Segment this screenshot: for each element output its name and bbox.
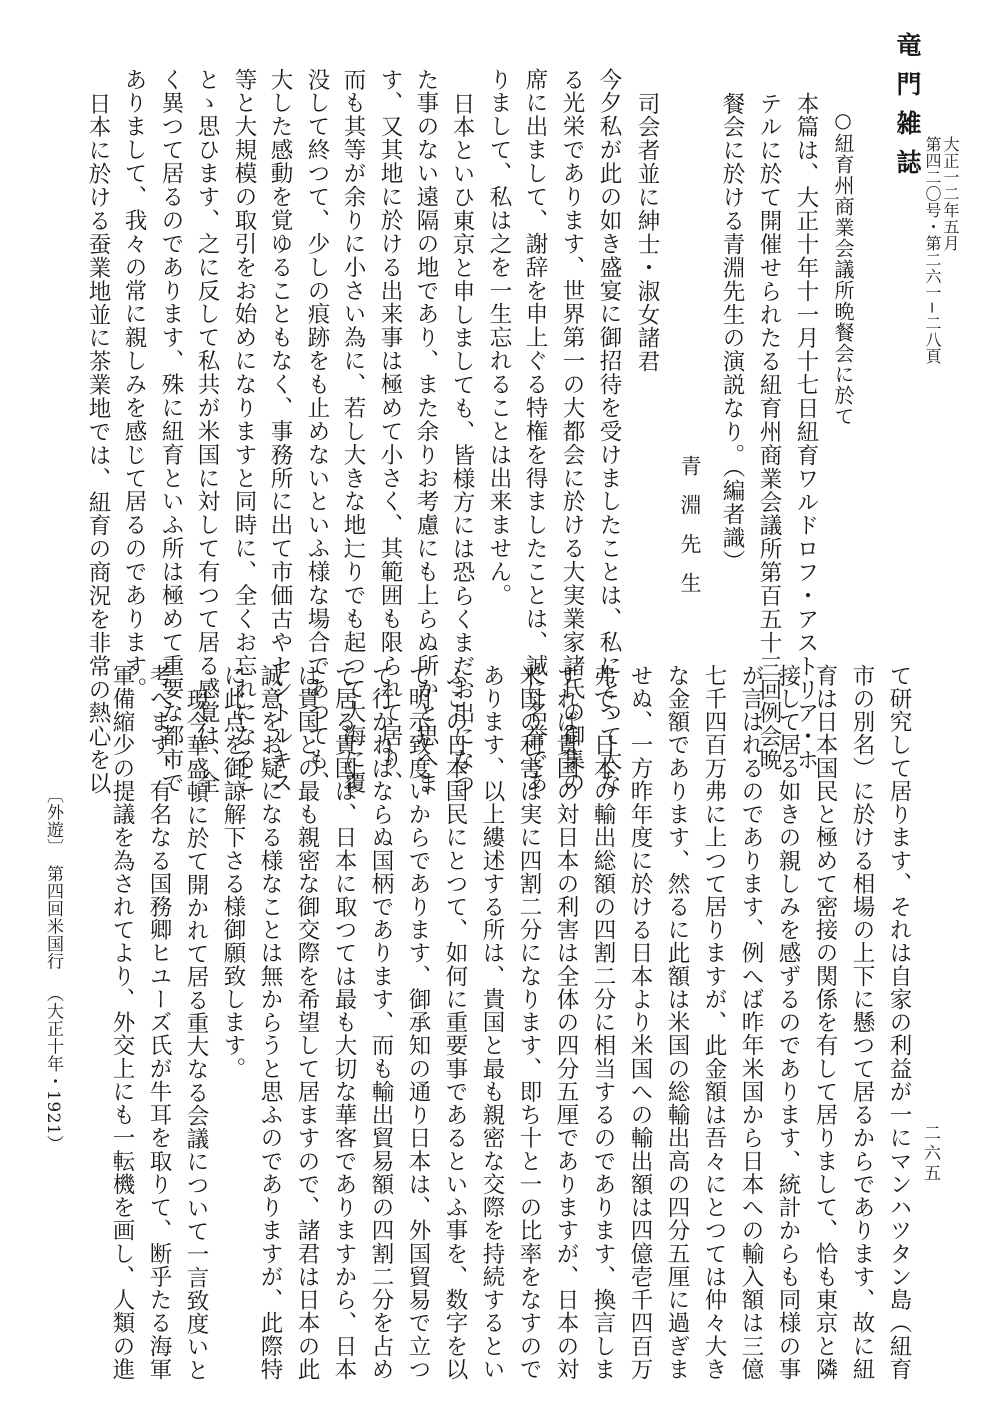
- body-line: た事のない遠隔の地であり、また余りお考慮にも上らぬ所かと思へま: [413, 68, 439, 795]
- body-line: て研究して居ります、それは自家の利益が一にマンハツタン島（紐育: [886, 664, 912, 1381]
- body-line: 弗で、日本の輸出総額の四割二分に相当するのであります、換言しま: [590, 664, 616, 1381]
- body-line: 七千四百万弗に上つて居りますが、此金額は吾々にとつては仲々大き: [701, 664, 727, 1381]
- body-line: せぬ、一方昨年度に於ける日本より米国への輸出額は四億壱千四百万: [627, 664, 653, 1381]
- body-line: 等と大規模の取引をお始めになりますと同時に、全くお忘れになるこ: [231, 68, 257, 795]
- body-line: ありまして、我々の常に親しみを感じて居るのであります。: [121, 68, 147, 701]
- body-line: 而も其等が余りに小さい為に、若し大きな地辷りでも起つて大海に覆: [340, 68, 366, 795]
- author-name: 青淵先生: [678, 455, 702, 611]
- body-line: すれば貴国の対日本の利害は全体の四分五厘でありますが、日本の対: [553, 664, 579, 1381]
- body-line: ふこの日本国民にとつて、如何に重要事であるといふ事を、数字を以: [442, 664, 468, 1381]
- body-line: とゝ思ひます、之に反して私共が米国に対して有つて居る感覚は、全: [194, 68, 220, 795]
- body-line: 日本といひ東京と申しましても、皆様方には恐らくまだお出になつ: [449, 92, 475, 796]
- editor-note-line: 本篇は、大正十年十一月十七日紐育ワルドロフ・アストリア・ホ: [793, 92, 819, 772]
- salutation: 司会者並に紳士・淑女諸君: [634, 92, 660, 374]
- body-line: 考へます、有名なる国務卿ヒユーズ氏が牛耳を取りて、断乎たる海軍: [146, 664, 172, 1381]
- body-line: 米国の利害は実に四割二分になります、即ち十と一の比率をなすので: [516, 664, 542, 1381]
- body-line: 席に出まして、謝辞を申上ぐる特権を得ましたことは、誠に名誉であ: [522, 68, 548, 795]
- body-line: 日本に於ける蚕業地並に茶業地では、紐育の商況を非常の熱心を以: [85, 92, 111, 796]
- editor-note-line: テルに於て開催せられたる紐育州商業会議所第百五十三回例会晩: [756, 92, 782, 772]
- footer-category: 〔外遊〕: [43, 786, 63, 856]
- body-line: 誠意をお疑になる様なことは無からうと思ふのでありますが、此際特: [257, 664, 283, 1381]
- body-line: 接して居る如きの親しみを感ずるのであります、統計からも同様の事: [775, 664, 801, 1381]
- body-line: る光栄であります、世界第一の大都会に於ける大実業家諸氏の御集の: [559, 68, 585, 795]
- body-line: て居る貴国は、日本に取つては最も大切な華客でありますから、日本: [331, 664, 357, 1381]
- article-subtitle: ○紐育州商業会議所晩餐会に於て: [831, 108, 855, 427]
- body-line: 育は日本国民と極めて密接の関係を有して居りまして、恰も東京と隣: [812, 664, 838, 1381]
- body-line: りまして、私は之を一生忘れることは出来ません。: [486, 68, 512, 608]
- body-line: あります、以上縷述する所は、貴国と最も親密な交際を持続するとい: [479, 664, 505, 1381]
- body-line: て明示致度いからであります、御承知の通り日本は、外国貿易で立つ: [405, 664, 431, 1381]
- issue-info: 第四二〇号・第二六一−二八頁: [923, 136, 942, 365]
- editor-note-line: 餐会に於ける青淵先生の演説なり。（編者識）: [719, 92, 745, 573]
- body-line: て行かねばならぬ国柄であります、而も輸出貿易額の四割二分を占め: [368, 664, 394, 1381]
- body-line: 大した感動を覚ゆることもなく、事務所に出て市価古やセントルキス: [267, 68, 293, 795]
- body-line: 現今華盛頓に於て開かれて居る重大なる会議について一言致度いと: [183, 688, 209, 1382]
- issue-date: 大正一二年五月: [941, 136, 960, 252]
- footer-section: 第四回米国行: [43, 865, 63, 970]
- body-line: 今夕私が此の如き盛宴に御招待を受けましたことは、私にとつて大な: [596, 68, 622, 795]
- body-line: く異つて居るのであります、殊に紐育といふ所は極めて重要な都市で: [158, 68, 184, 795]
- body-line: に此点を御諒解下さる様御願致します。: [220, 664, 246, 1081]
- page-number: 二六五: [920, 1124, 940, 1184]
- body-line: す、又其地に於ける出来事は極めて小さく、其範囲も限られて居り、: [377, 68, 403, 795]
- body-line: は貴国との最も親密な御交際を希望して居ますので、諸君は日本の此: [294, 664, 320, 1381]
- magazine-title: 竜門雑誌: [893, 32, 922, 188]
- body-line: 没して終つて、少しの痕跡をも止めないといふ様な場合であつても、: [304, 68, 330, 795]
- body-line: が言はれるのであります、例へば昨年米国から日本への輸入額は三億: [738, 664, 764, 1381]
- body-line: 軍備縮少の提議を為されてより、外交上にも一転機を画し、人類の進: [109, 664, 135, 1381]
- body-line: な金額であります、然るに此額は米国の総輸出高の四分五厘に過ぎま: [664, 664, 690, 1381]
- footer-period: （大正十年・1921）: [43, 985, 63, 1153]
- body-line: 市の別名）に於ける相場の上下に懸つて居るからであります、故に紐: [849, 664, 875, 1381]
